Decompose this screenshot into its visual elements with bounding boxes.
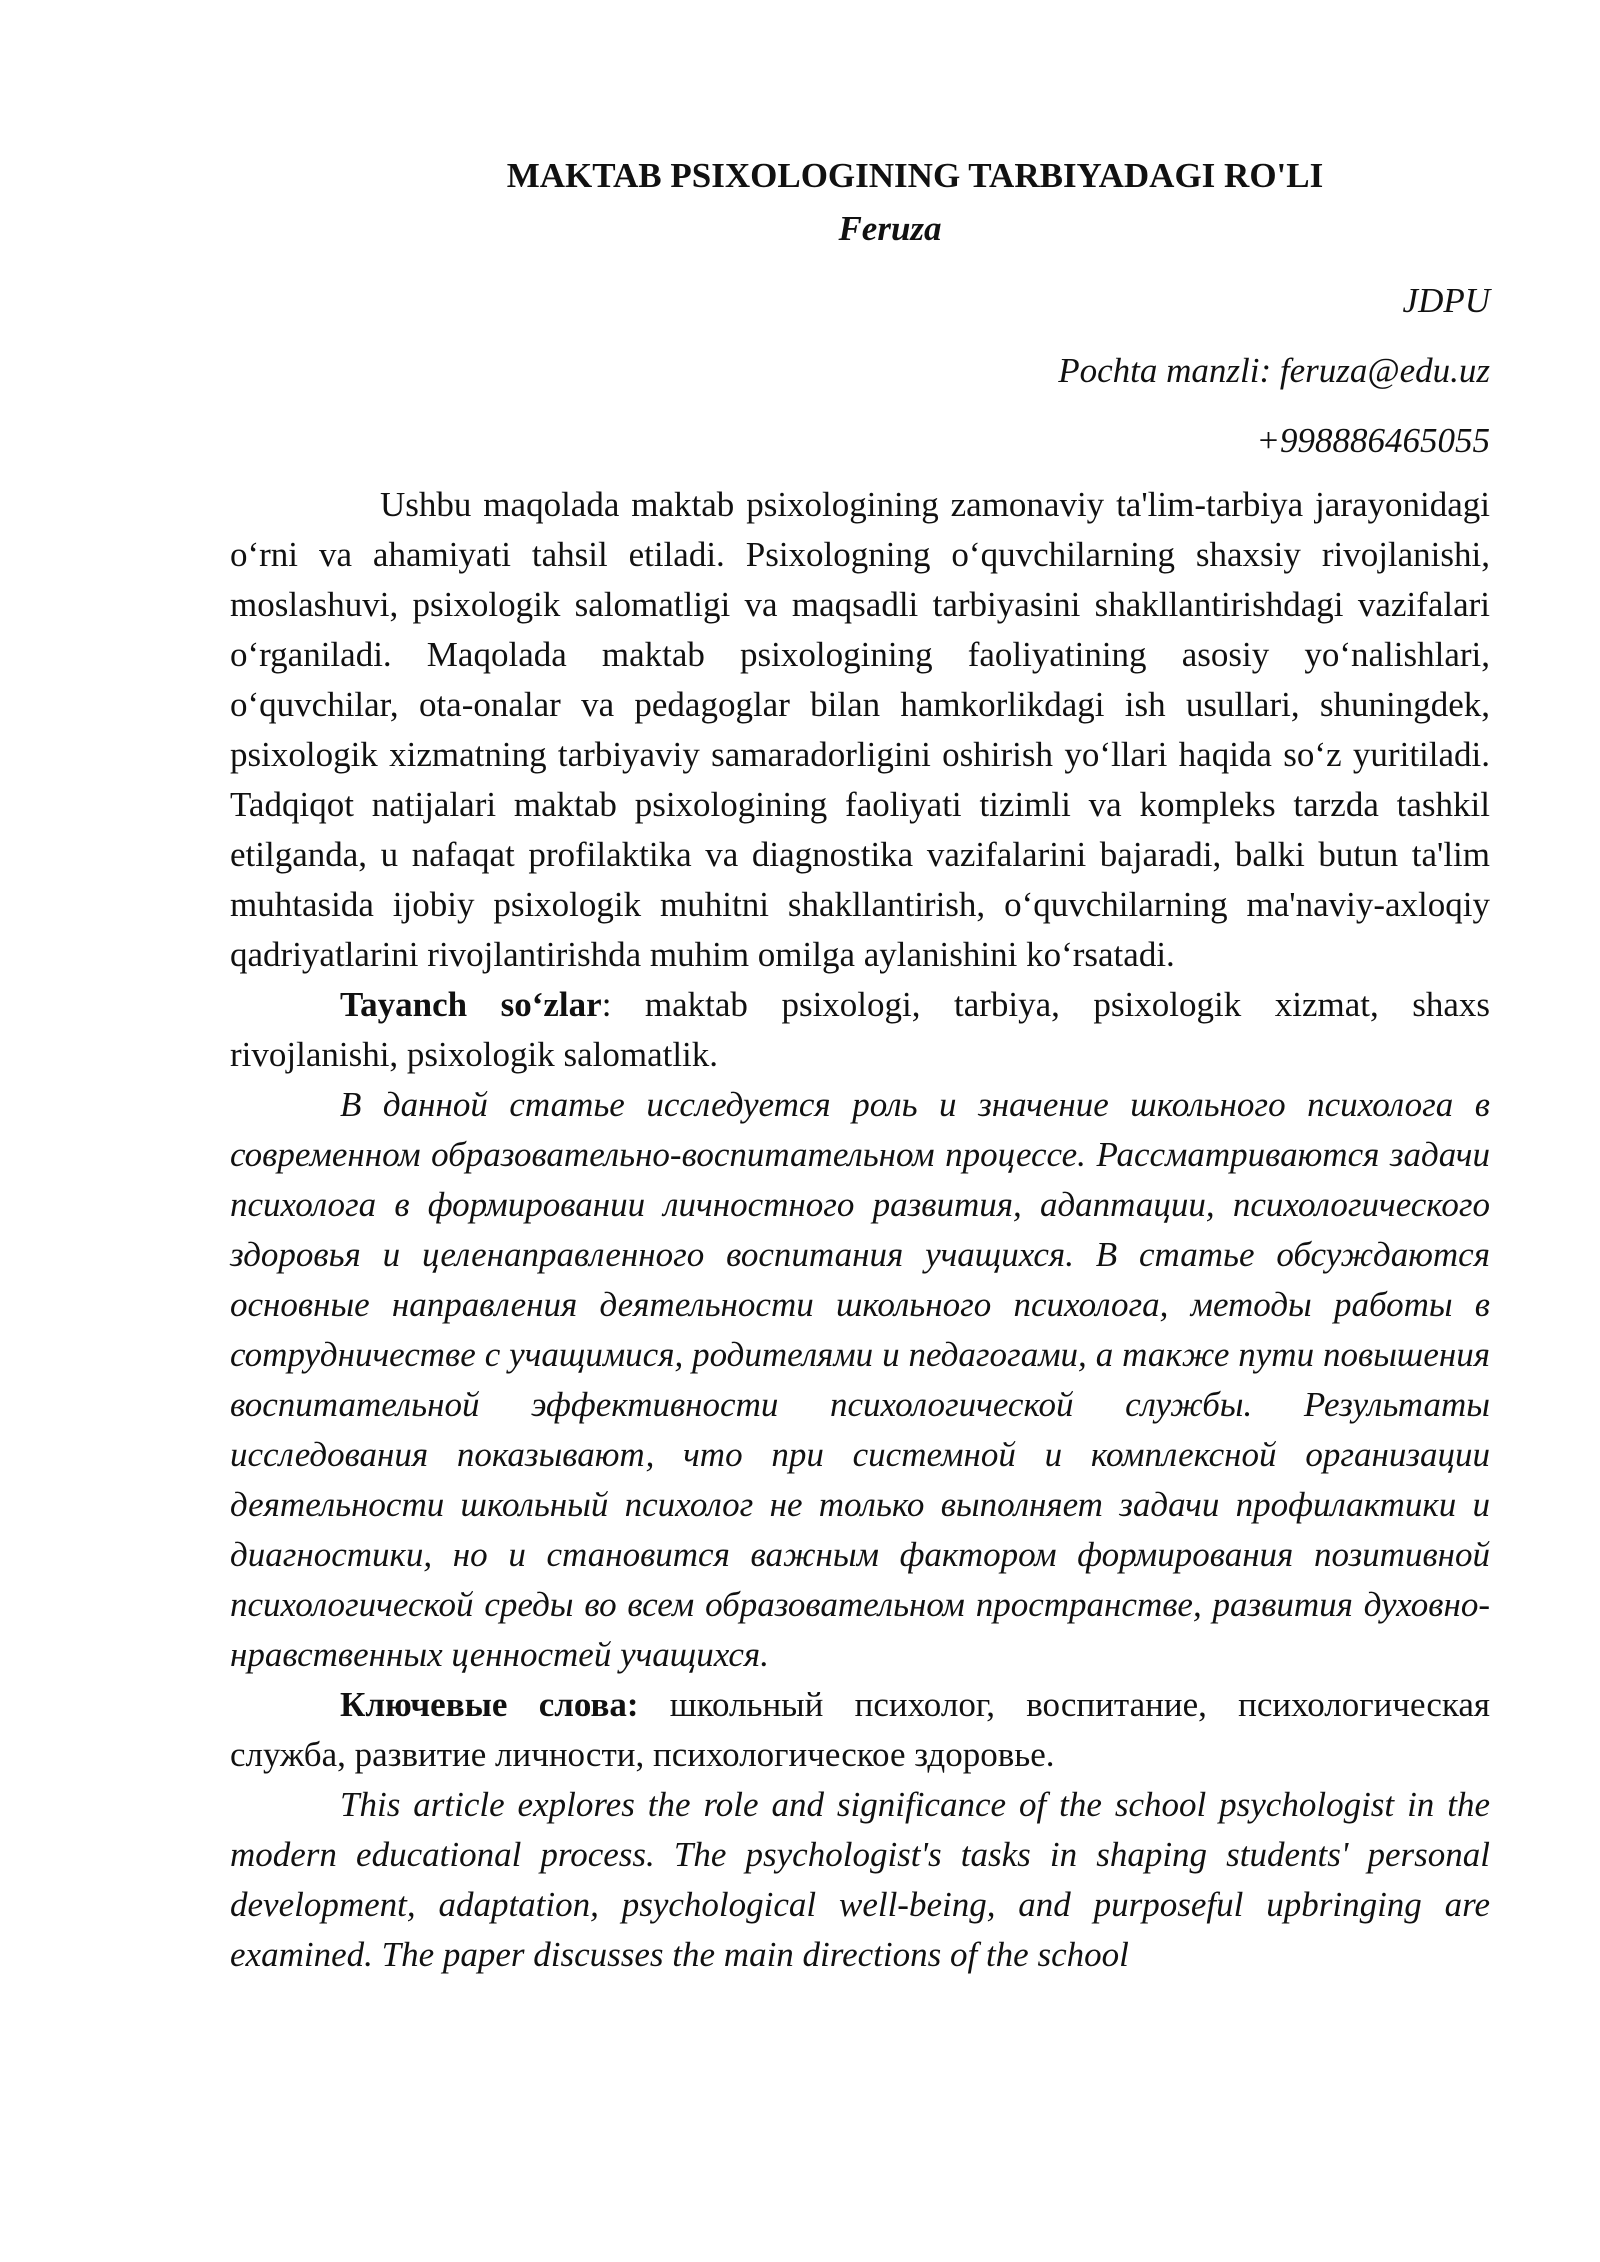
keywords-russian-label: Ключевые слова: <box>340 1685 639 1724</box>
phone-number: +998886465055 <box>1256 421 1490 460</box>
abstract-english: This article explores the role and significance of the school psychologist in the modern educational process. The psychologist's tasks in shaping students' personal development, adaptation, psychological well-being, and purposeful upbringing are examined. The paper discusses the main directions of the school <box>230 1785 1490 1974</box>
email-line: Pochta manzli: feruza@edu.uz <box>1058 351 1490 390</box>
article-title: MAKTAB PSIXOLOGINING TARBIYADAGI RO'LI <box>506 156 1324 195</box>
abstract-russian: В данной статье исследуется роль и значение школьного психолога в современном образовательно-воспитательном процессе. Рассматриваются задачи психолога в формировании личностного развития, адаптации, психологического здоровья и целенаправленного воспитания учащихся. В статье обсуждаются основные направления деятельности школьного психолога, методы работы в сотрудничестве с учащимися, родителями и педагогами, а также пути повышения воспитательной эффективности психологической службы. Результаты исследования показывают, что при системной и комплексной организации деятельности школьный психолог не только выполняет задачи профилактики и диагностики, но и становится важным фактором формирования позитивной психологической среды во всем образовательном пространстве, развития духовно-нравственных ценностей учащихся. <box>230 1085 1490 1674</box>
abstract-uzbek: Ushbu maqolada maktab psixologining zamonaviy ta'lim-tarbiya jarayonidagi o‘rni va ahamiyati tahsil etiladi. Psixologning o‘quvchilarning shaxsiy rivojlanishi, moslashuvi, psixologik salomatligi va maqsadli tarbiyasini shakllantirishdagi vazifalari o‘rganiladi. Maqolada maktab psixologining faoliyatining asosiy yo‘nalishlari, o‘quvchilar, ota-onalar va pedagoglar bilan hamkorlikdagi ish usullari, shuningdek, psixologik xizmatning tarbiyaviy samaradorligini oshirish yo‘llari haqida so‘z yuritiladi. Tadqiqot natijalari maktab psixologining faoliyati tizimli va kompleks tarzda tashkil etilganda, u nafaqat profilaktika va diagnostika vazifalarini bajaradi, balki butun ta'lim muhtasida ijobiy psixologik muhitni shakllantirish, o‘quvchilarning ma'naviy-axloqiy qadriyatlarini rivojlantirishda muhim omilga aylanishini ko‘rsatadi. <box>230 485 1490 974</box>
affiliation: JDPU <box>1402 281 1490 320</box>
article-body <box>230 148 1490 1980</box>
keywords-russian <box>230 1680 1490 1780</box>
keywords-uzbek-label: Tayanch so‘zlar <box>340 985 602 1024</box>
author-name: Feruza <box>838 209 942 248</box>
keywords-uzbek-text: : maktab psixologi, tarbiya, psixologik xizmat, shaxs rivojlanishi, psixologik salomatlik. <box>230 985 1490 1074</box>
keywords-uzbek <box>230 980 1490 1080</box>
keywords-russian-text: школьный психолог, воспитание, психологическая служба, развитие личности, психологическое здоровье. <box>230 1685 1490 1774</box>
